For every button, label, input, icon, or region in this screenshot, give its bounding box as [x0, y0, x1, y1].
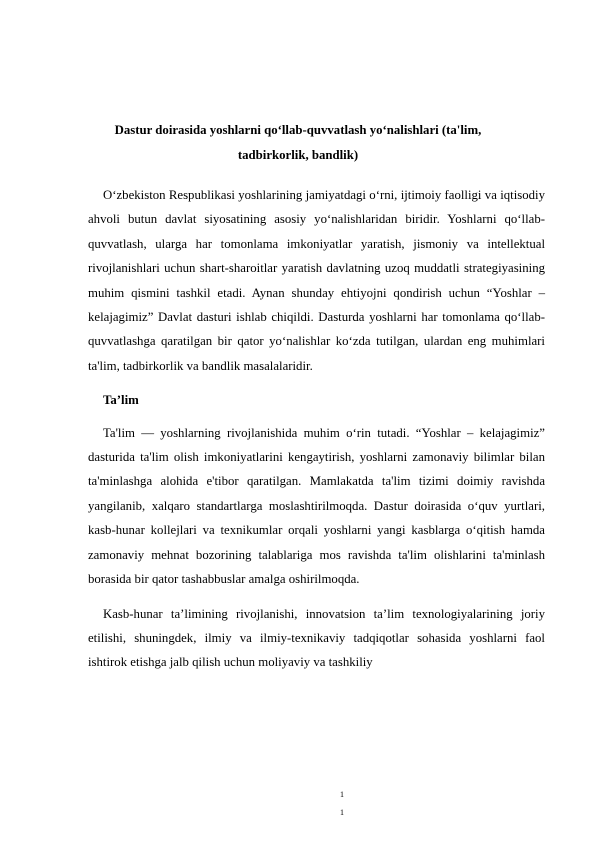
page-number: 1: [340, 808, 344, 817]
document-body: [88, 183, 545, 685]
paragraph-talim: Ta'lim — yoshlarning rivojlanishida muhim o‘rin tutadi. “Yoshlar – kelajagimiz” dasturida ta'lim olish imkoniyatlarini kengaytirish, yoshlarni zamonaviy bilimlar bilan ta'minlashga alohida e'tibor qaratilgan. Mamlakatda ta'lim tizimi doimiy ravishda yangilanib, xalqaro standartlarga moslashtirilmoqda. Dastur doirasida o‘quv yurtlari, kasb-hunar kollejlari va texnikumlar orqali yoshlarni yangi kasblarga o‘qitish hamda zamonaviy mehnat bozorining talablariga mos ravishda ta'lim olishlarini ta'minlash borasida bir qator tashabbuslar amalga oshirilmoqda.: [88, 425, 545, 587]
document-title: Dastur doirasida yoshlarni qo‘llab-quvvatlash yo‘nalishlari (ta'lim, tadbirkorlik, bandlik): [114, 123, 482, 162]
section-heading-talim: Ta’lim: [103, 393, 139, 408]
footnote-marker: 1: [340, 790, 344, 799]
paragraph-kasb-hunar: Kasb-hunar ta’limining rivojlanishi, innovatsion ta’lim texnologiyalarining joriy etilishi, shuningdek, ilmiy va ilmiy-texnikaviy tadqiqotlar sohasida yoshlarni faol ishtirok etishga jalb qilish uchun moliyaviy va tashkiliy: [88, 606, 545, 670]
paragraph-intro: O‘zbekiston Respublikasi yoshlarining jamiyatdagi o‘rni, ijtimoiy faolligi va iqtisodiy ahvoli butun davlat siyosatining asosiy yo‘nalishlaridan biridir. Yoshlarni qo‘llab-quvvatlash, ularga har tomonlama imkoniyatlar yaratish, jismoniy va intellektual rivojlanishlari uchun shart-sharoitlar yaratish davlatning uzoq muddatli strategiyasining muhim qismini tashkil etadi. Aynan shunday ehtiyojni qondirish uchun “Yoshlar – kelajagimiz” Davlat dasturi ishlab chiqildi. Dasturda yoshlarni har tomonlama qo‘llab-quvvatlashga qaratilgan bir qator yo‘nalishlar ko‘zda tutilgan, ulardan eng muhimlari ta'lim, tadbirkorlik va bandlik masalalaridir.: [88, 188, 545, 373]
